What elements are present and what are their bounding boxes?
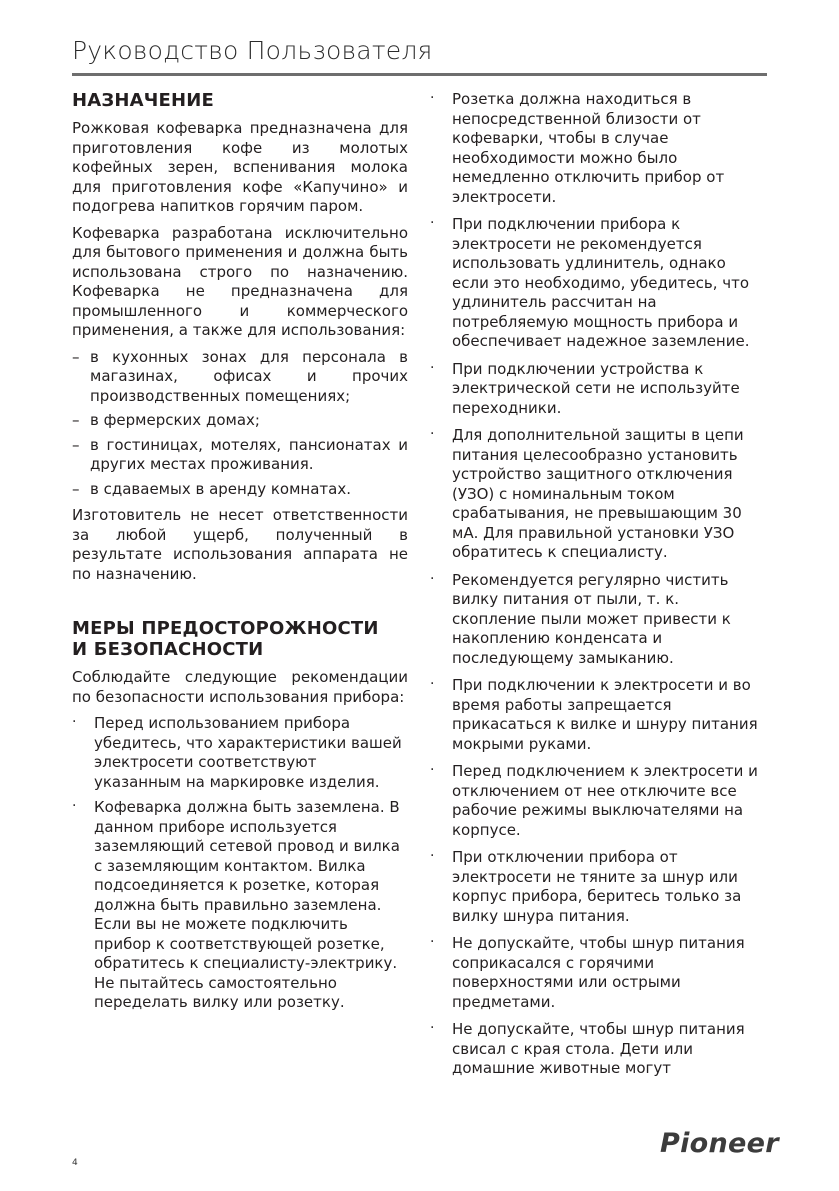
page-title: Руководство Пользователя (72, 36, 433, 65)
list-item: · При подключении к электросети и во время работы запрещается прикасаться к вилке и шнуру питания мокрыми руками. (430, 676, 765, 754)
list-item: · Рекомендуется регулярно чистить вилку питания от пыли, т. к. скопление пыли может привести к накоплению конденсата и последующему замыканию. (430, 571, 765, 669)
list-item: – в фермерских домах; (72, 411, 408, 431)
safety-heading-line1: МЕРЫ ПРЕДОСТОРОЖНОСТИ (72, 618, 379, 639)
page-number: 4 (72, 1158, 78, 1168)
purpose-heading: НАЗНАЧЕНИЕ (72, 90, 215, 111)
right-column (430, 90, 765, 1087)
liability-paragraph: Изготовитель не несет ответственности за любой ущерб, полученный в результате использования аппарата не по назначению. (72, 506, 408, 583)
list-item: · При подключении устройства к электрической сети не используйте переходники. (430, 360, 765, 419)
list-item: · При отключении прибора от электросети не тяните за шнур или корпус прибора, беритесь только за вилку шнура питания. (430, 848, 765, 926)
header-divider (72, 73, 767, 76)
list-item: · Для дополнительной защиты в цепи питания целесообразно установить устройство защитного отключения (УЗО) с номинальным током срабатывания, не превышающим 30 мА. Для правильной установки УЗО обратитесь к специалисту. (430, 426, 765, 563)
safety-heading (72, 618, 408, 660)
list-item: – в гостиницах, мотелях, пансионатах и других местах проживания. (72, 436, 408, 475)
list-item: · Не допускайте, чтобы шнур питания соприкасался с горячими поверхностями или острыми предметами. (430, 934, 765, 1012)
list-item: · Кофеварка должна быть заземлена. В данном приборе используется заземляющий сетевой провод и вилка с заземляющим контактом. Вилка подсоединяется к розетке, которая должна быть правильно заземлена. Если вы не можете подключить прибор к соответствующей розетке, обратитесь к специалисту-электрику. Не пытайтесь самостоятельно переделать вилку или розетку. (72, 798, 408, 1013)
list-item: – в кухонных зонах для персонала в магазинах, офисах и прочих производственных помещениях; (72, 348, 408, 407)
list-item: · Перед подключением к электросети и отключением от нее отключите все рабочие режимы выключателями на корпусе. (430, 762, 765, 840)
safety-intro: Соблюдайте следующие рекомендации по безопасности использования прибора: (72, 668, 408, 706)
brand-logo: Pioneer (660, 1128, 779, 1159)
restriction-list (72, 348, 408, 500)
purpose-paragraph: Рожковая кофеварка предназначена для приготовления кофе из молотых кофейных зерен, вспенивания молока для приготовления кофе «Капучино» и подогрева напитков горячим паром. (72, 119, 408, 215)
safety-heading-line2: И БЕЗОПАСНОСТИ (72, 639, 264, 660)
list-item: · Перед использованием прибора убедитесь, что характеристики вашей электросети соответствуют указанным на маркировке изделия. (72, 714, 408, 792)
purpose-paragraph: Кофеварка разработана исключительно для бытового применения и должна быть использована строго по назначению. Кофеварка не предназначена для промышленного и коммерческого применения, а также для использования: (72, 223, 408, 339)
safety-list-right (430, 90, 765, 1079)
left-column (72, 90, 408, 1019)
list-item: · При подключении прибора к электросети не рекомендуется использовать удлинитель, однако если это необходимо, убедитесь, что удлинитель рассчитан на потребляемую мощность прибора и обеспечивает надежное заземление. (430, 215, 765, 352)
safety-list-left (72, 714, 408, 1013)
list-item: · Не допускайте, чтобы шнур питания свисал с края стола. Дети или домашние животные могут (430, 1020, 765, 1079)
list-item: · Розетка должна находиться в непосредственной близости от кофеварки, чтобы в случае необходимости можно было немедленно отключить прибор от электросети. (430, 90, 765, 207)
list-item: – в сдаваемых в аренду комнатах. (72, 480, 408, 500)
